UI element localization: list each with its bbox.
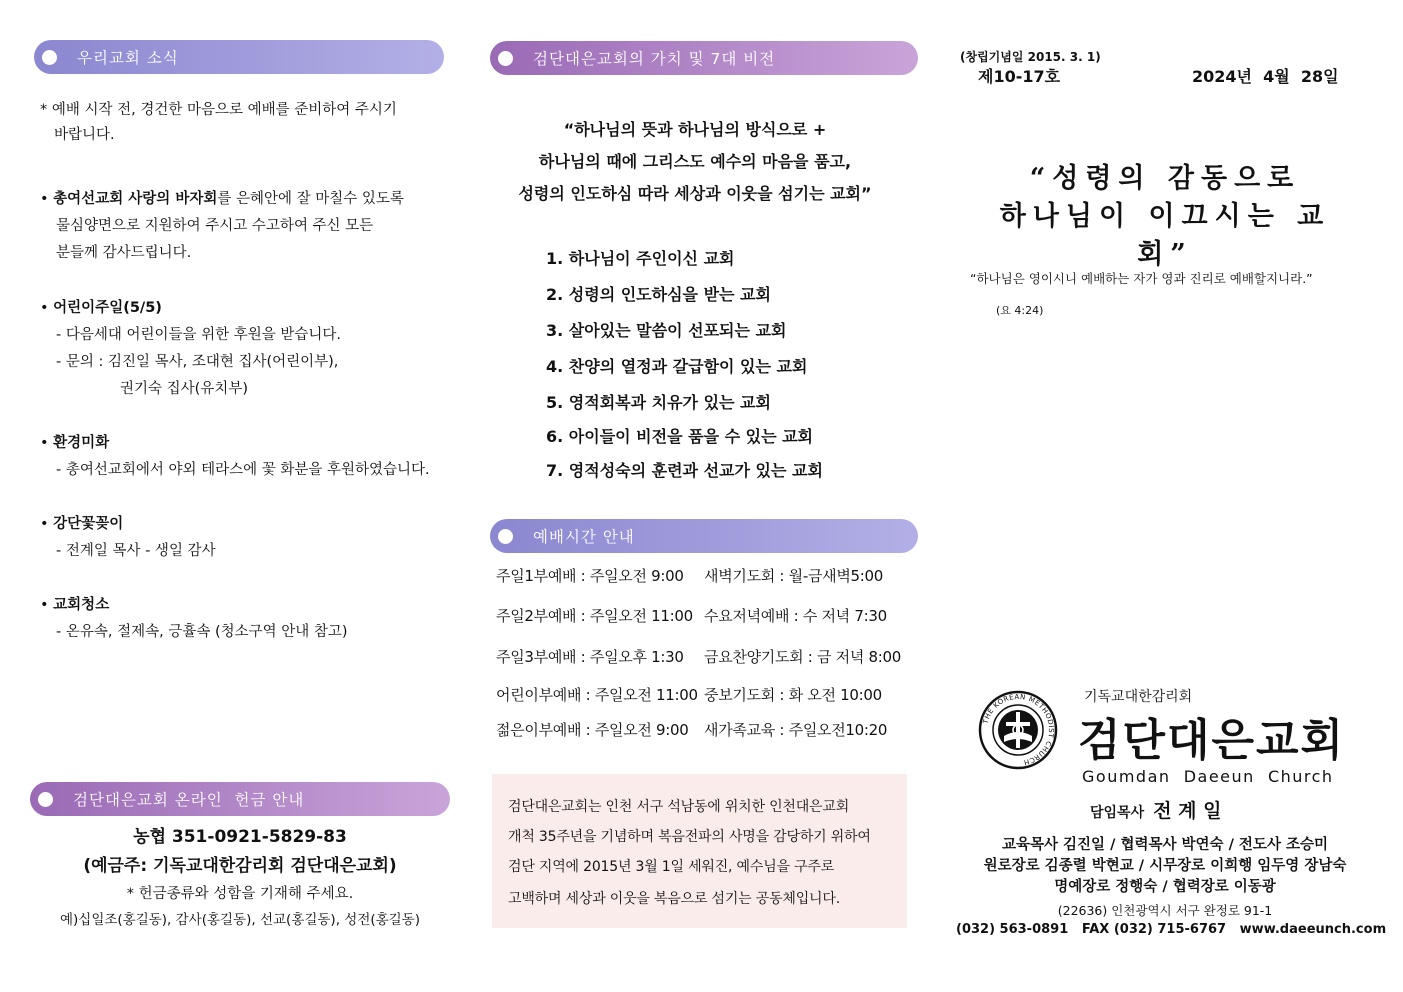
staff-line: 명예장로 정행숙 / 협력장로 이동광 <box>1054 879 1276 895</box>
bullet-dot-icon <box>42 50 57 65</box>
bullet-dot-icon <box>38 792 53 807</box>
bank-account: 농협 351-0921-5829-83 <box>133 827 347 847</box>
staff-line: 원로장로 김종렬 박현교 / 시무장로 이희행 임두영 장남숙 <box>983 858 1347 874</box>
worship-row-left: 주일2부예배 : 주일오전 11:00 <box>496 607 693 625</box>
vision-item: 1. 하나님이 주인이신 교회 <box>546 249 735 268</box>
svg-text:THE KOREAN METHODIST CHURCH: THE KOREAN METHODIST CHURCH <box>981 692 1056 767</box>
news-item-4: • 환경미화 <box>40 435 110 451</box>
methodist-seal-icon <box>978 690 1058 770</box>
scripture-reference: (요 4:24) <box>996 304 1044 317</box>
church-intro-line: 고백하며 세상과 이웃을 복음으로 섬기는 공동체입니다. <box>508 891 840 907</box>
news-item-3: • 어린이주일(5/5) <box>40 300 162 316</box>
online-offering-header <box>30 782 450 816</box>
worship-row-right: 새가족교육 : 주일오전10:20 <box>704 721 888 739</box>
news-item-2-cont: 물심양면으로 지원하여 주시고 수고하여 주신 모든 <box>56 218 374 234</box>
bullet-icon: • <box>40 516 54 532</box>
news-item-5-sub: - 전계일 목사 - 생일 감사 <box>56 543 216 559</box>
asterisk-icon: * <box>40 102 52 118</box>
issue-number: 제10-17호 <box>978 67 1061 86</box>
church-name-logo: 검단대은교회 <box>1078 715 1346 766</box>
church-intro-line: 검단대은교회는 인천 서구 석남동에 위치한 인천대은교회 <box>508 799 850 815</box>
news-item-3-sub: - 다음세대 어린이들을 위한 후원을 받습니다. <box>56 327 342 343</box>
news-item-6-sub: - 온유속, 절제속, 긍휼속 (청소구역 안내 참고) <box>56 624 348 640</box>
vision-item: 5. 영적회복과 치유가 있는 교회 <box>546 393 771 412</box>
news-item-4-sub: - 총여선교회에서 야외 테라스에 꽃 화분을 후원하였습니다. <box>56 462 430 478</box>
worship-row-left: 주일1부예배 : 주일오전 9:00 <box>496 567 684 585</box>
worship-row-right: 새벽기도회 : 월-금새벽5:00 <box>704 567 883 585</box>
news-item-1: * 예배 시작 전, 경건한 마음으로 예배를 준비하여 주시기 <box>40 102 397 118</box>
worship-header-label: 예배시간 안내 <box>533 528 635 546</box>
bullet-icon: • <box>40 435 54 451</box>
offering-example: 예)십일조(홍길동), 감사(홍길동), 선교(홍길동), 성전(홍길동) <box>59 912 421 928</box>
founding-date: (창립기념일 2015. 3. 1) <box>960 50 1101 64</box>
news-item-1-cont: 바랍니다. <box>54 127 115 143</box>
church-intro-box <box>492 774 907 928</box>
vision-item: 7. 영적성숙의 훈련과 선교가 있는 교회 <box>546 461 823 480</box>
bullet-dot-icon <box>498 529 513 544</box>
news-header-label: 우리교회 소식 <box>77 49 179 67</box>
worship-row-left: 주일3부예배 : 주일오후 1:30 <box>496 648 684 666</box>
vision-header <box>490 41 918 75</box>
worship-row-right: 금요찬양기도회 : 금 저녁 8:00 <box>704 648 902 666</box>
denomination-name: 기독교대한감리회 <box>1084 689 1193 705</box>
vision-quote: “하나님의 뜻과 하나님의 방식으로 + 하나님의 때에 그리스도 예수의 마음을 품고, 성령의 인도하심 따라 세상과 이웃을 섬기는 교회” <box>518 120 872 203</box>
news-item-3-sub: - 문의 : 김진일 목사, 조대현 집사(어린이부), <box>56 354 339 370</box>
church-address: (22636) 인천광역시 서구 완정로 91-1 <box>1057 903 1273 918</box>
news-header <box>34 40 444 74</box>
bullet-icon: • <box>40 300 54 316</box>
church-motto: “성령의 감동으로 하나님이 이끄시는 교회” <box>999 163 1331 270</box>
vision-item: 3. 살아있는 말씀이 선포되는 교회 <box>546 321 787 340</box>
news-item-2: • 총여선교회 사랑의 바자회를 은혜안에 잘 마칠수 있도록 <box>40 191 404 207</box>
worship-row-left: 어린이부예배 : 주일오전 11:00 <box>496 686 698 704</box>
offering-note: * 헌금종류와 성함을 기재해 주세요. <box>126 886 354 902</box>
pastor-name: 전 계 일 <box>1153 800 1222 822</box>
bulletin-date: 2024년 4월 28일 <box>1192 67 1339 86</box>
scripture-verse: “하나님은 영이시니 예배하는 자가 영과 진리로 예배할지니라.” <box>970 271 1313 286</box>
vision-item: 6. 아이들이 비전을 품을 수 있는 교회 <box>546 427 814 446</box>
church-name-english: Goumdan Daeeun Church <box>1082 767 1334 786</box>
vision-header-label: 검단대은교회의 가치 및 7대 비전 <box>533 50 776 68</box>
worship-row-right: 수요저녁예배 : 수 저녁 7:30 <box>704 607 887 625</box>
online-offering-header-label: 검단대은교회 온라인 헌금 안내 <box>73 791 305 809</box>
news-item-2-cont: 분들께 감사드립니다. <box>56 245 192 261</box>
news-item-6: • 교회청소 <box>40 597 110 613</box>
bullet-icon: • <box>40 597 54 613</box>
church-intro-line: 검단 지역에 2015년 3월 1일 세워진, 예수님을 구주로 <box>508 859 835 875</box>
senior-pastor <box>1090 796 1222 823</box>
worship-row-right: 중보기도회 : 화 오전 10:00 <box>704 686 882 704</box>
worship-header <box>490 519 918 553</box>
pastor-label: 담임목사 <box>1090 805 1145 821</box>
news-item-5: • 강단꽃꽂이 <box>40 516 124 532</box>
account-holder: (예금주: 기독교대한감리회 검단대은교회) <box>83 856 397 876</box>
church-contact: (032) 563-0891 FAX (032) 715-6767 www.daeeunch.com <box>956 922 1387 937</box>
church-logo <box>978 690 1058 770</box>
bullet-icon: • <box>40 191 54 207</box>
staff-line: 교육목사 김진일 / 협력목사 박연숙 / 전도사 조승미 <box>1001 837 1329 853</box>
vision-item: 4. 찬양의 열정과 갈급함이 있는 교회 <box>546 357 808 376</box>
vision-item: 2. 성령의 인도하심을 받는 교회 <box>546 285 771 304</box>
news-item-3-sub: 권기숙 집사(유치부) <box>120 381 248 397</box>
church-intro-line: 개척 35주년을 기념하며 복음전파의 사명을 감당하기 위하여 <box>508 829 871 845</box>
bullet-dot-icon <box>498 51 513 66</box>
worship-row-left: 젊은이부예배 : 주일오전 9:00 <box>496 721 689 739</box>
